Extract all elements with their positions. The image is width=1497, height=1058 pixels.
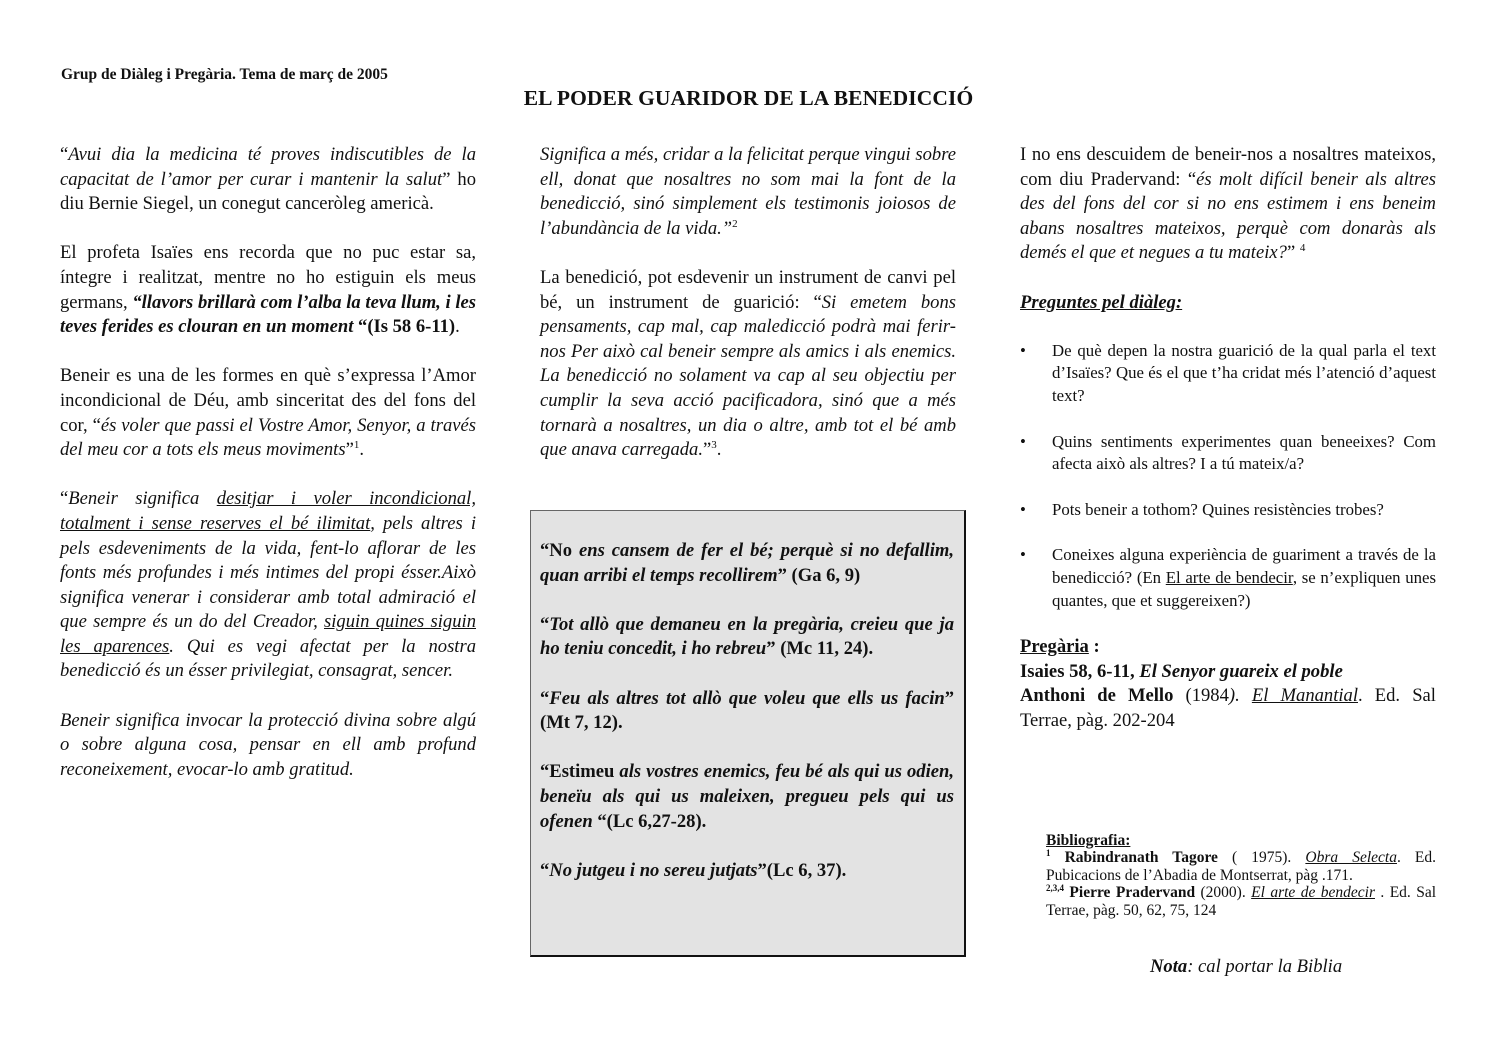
quote-reference: ” (Mc 11, 24). [766, 638, 874, 660]
right-column [1020, 143, 1436, 733]
note-text: : cal portar la Biblia [1187, 956, 1343, 977]
questions-list [1020, 340, 1436, 612]
paragraph-isaies [60, 241, 476, 339]
heading-colon: : [1088, 636, 1100, 658]
group-header: Grup de Diàleg i Pregària. Tema de març de 2005 [61, 66, 388, 83]
isaies-title: El Senyor guareix el poble [1139, 660, 1343, 682]
question-item [1020, 544, 1436, 612]
pradervand-text: I no ens descuidem de beneir-nos a nosaltres mateixos, com diu Pradervand: “ [1020, 144, 1436, 190]
quote-text: No jutgeu i no sereu jutjats [549, 859, 758, 881]
left-column [60, 143, 476, 807]
note-label: Nota [1150, 956, 1188, 977]
isaies-text: El profeta Isaïes ens recorda que no puc estar sa, íntegre i realitzat, mentre no ho estiguin els meus germans, [60, 242, 476, 313]
quote-text: als vostres enemics, feu bé als qui us odien, beneïu als qui us maleixen, pregueu pels qui us ofenen [540, 761, 954, 832]
underlined-phrase-1: desitjar i voler incondicional, totalment i sense reserves el bé ilimitat [60, 488, 476, 534]
question-text: , se n’expliquen unes quantes, que et suggereixen?) [1052, 567, 1436, 610]
paragraph-beneir-significa [60, 487, 476, 684]
footnote-ref-3: 3 [711, 439, 717, 452]
pregaria-heading: Pregària [1020, 636, 1089, 658]
isaies-quote: “llavors brillarà com l’alba la teva llum, i les teves ferides es clouran en un moment [60, 291, 476, 338]
bibliography [1046, 832, 1436, 919]
question-item [1020, 340, 1436, 408]
bible-quote [540, 539, 954, 588]
pregaria-section [1020, 635, 1436, 733]
entry-publisher: . Ed. Pubicacions de l’Abadia de Montserrat, pàg .171. [1046, 849, 1437, 884]
mello-book-title: El Manantial [1251, 685, 1358, 707]
close-quote: ” [345, 439, 354, 461]
question-text: Pots beneir a tothom? Quines resistències trobes? [1052, 499, 1384, 519]
page-title: EL PODER GUARIDOR DE LA BENEDICCIÓ [523, 86, 974, 110]
mello-publisher: . Ed. Sal Terrae, pàg. 202-204 [1020, 685, 1436, 731]
quote-open: “ [540, 859, 550, 881]
entry-author: Rabindranath Tagore [1050, 849, 1218, 867]
entry-author: Pierre Pradervand [1064, 884, 1196, 902]
question-text: Coneixes alguna experiència de guariment a través de la benedicció? (En [1052, 545, 1436, 587]
open-quote: “ [60, 488, 69, 510]
entry-title: Obra Selecta [1305, 849, 1397, 867]
isaies-reference: “(Is 58 6-11) [353, 316, 456, 338]
felicitat-quote: Significa a més, cridar a la felicitat perque vingui sobre ell, donat que nosaltres no som mai la font de la benedicció, sinó simplement els testimonis joiosos de l’abundància de la vida.” [540, 144, 956, 239]
paragraph-pradervand [1020, 143, 1436, 266]
bibliography-entry [1046, 884, 1436, 919]
footnote-mark: 2,3,4 [1046, 883, 1064, 894]
period: . [455, 316, 460, 338]
paragraph-siegel-quote [60, 143, 476, 217]
beneir-quote: és voler que passi el Vostre Amor, Senyor, a través del meu cor a tots els meus moviments [60, 414, 476, 461]
siegel-quote: Avui dia la medicina té proves indiscutibles de la capacitat de l’amor per curar i mantenir la salut [60, 144, 476, 190]
bible-quote [540, 760, 954, 834]
invocar-text: Beneir significa invocar la protecció divina sobre algú o sobre alguna cosa, pensar en ell amb profund reconeixement, evocar-lo amb gratitud. [60, 709, 476, 780]
guaricio-text: La benedició, pot esdevenir un instrument de canvi pel bé, un instrument de guarició: “ [540, 266, 956, 313]
quote-open: “Estimeu [540, 761, 615, 783]
underlined-phrase-2: siguin quines siguin les aparences [60, 611, 476, 657]
quote-open: “ [540, 687, 550, 709]
question-item [1020, 499, 1436, 522]
guaricio-quote: Si emetem bons pensaments, cap mal, cap maledicció podrà mai ferir-nos Per això cal beneir sempre als amics i als enemics. La benedicció no solament va cap al seu objectiu per cumplir la seva acció pacificadora, sinó que a més tornarà a nosaltres, un dia o altre, amb tot el bé amb que anava carregada. [540, 291, 956, 461]
year-close: ). [1228, 685, 1252, 707]
quote-text: Tot allò que demaneu en la pregària, creieu que ja ho teniu concedit, i ho rebreu [540, 613, 954, 660]
entry-publisher: . Ed. Sal Terrae, pàg. 50, 62, 75, 124 [1046, 884, 1437, 919]
footnote-mark: 1 [1046, 848, 1051, 859]
mello-year: (1984 [1173, 685, 1229, 707]
quote-open: “ [540, 613, 550, 635]
footnote-ref-1: 1 [353, 439, 360, 452]
paragraph-invocar [60, 709, 476, 783]
paragraph-guaricio [540, 266, 956, 463]
question-item [1020, 431, 1436, 476]
quote-text: ens cansem de fer el bé; perquè si no defallim, quan arribi el temps recollirem [540, 540, 954, 586]
siegel-attribution: ” ho diu Bernie Siegel, un conegut canceròleg americà. [60, 168, 477, 215]
quote-open: “No [540, 540, 573, 561]
middle-column [540, 143, 956, 487]
beneir-lead: Beneir significa [68, 488, 217, 510]
questions-heading: Preguntes pel diàleg: [1020, 291, 1183, 313]
period: . [716, 439, 722, 461]
footnote-ref-4: 4 [1299, 242, 1306, 255]
question-text: De què depen la nostra guarició de la qual parla el text d’Isaïes? Que és el que t’ha cridat més l’atenció d’aquest text? [1052, 340, 1436, 405]
bullet-icon: • [1020, 431, 1026, 451]
bullet-icon: • [1020, 340, 1026, 360]
bible-quote [540, 687, 954, 736]
bullet-icon: • [1020, 545, 1026, 565]
entry-title: El arte de bendecir [1251, 884, 1375, 902]
book-title-underlined: El arte de bendecir [1165, 567, 1293, 587]
quote-reference: ” (Ga 6, 9) [777, 564, 861, 586]
entry-year: (2000). [1195, 884, 1252, 902]
beneir-middle: , pels altres i pels esdeveniments de la vida, fent-lo aflorar de les fonts més profundes i més intimes del propi ésser.Això significa venerar i considerar amb total admiració el que sempre és un do del Creador, [60, 512, 476, 633]
footnote-ref-2: 2 [732, 217, 738, 230]
open-quote: “ [60, 144, 69, 165]
bible-quotes-box [530, 510, 966, 957]
beneir-text: Beneir es una de les formes en què s’expressa l’Amor incondicional de Déu, amb sinceritat des del fons del cor, “ [60, 365, 476, 436]
quote-text: Feu als altres tot allò que voleu que ells us facin [549, 687, 945, 709]
bullet-icon: • [1020, 499, 1026, 519]
beneir-end: . Qui es vegi afectat per la nostra benedicció és un ésser privilegiat, consagrat, sencer. [60, 635, 476, 682]
quote-reference: ”(Lc 6, 37). [757, 859, 847, 881]
period: . [359, 439, 364, 461]
quote-reference: “(Lc 6,27-28). [592, 810, 707, 832]
pradervand-quote: és molt difícil beneir als altres des del fons del cor si no ens estimem i ens beneim abans nosaltres mateixos, perquè com donaràs als demés el que et negues a tu mateix? [1020, 168, 1437, 264]
close-quote: ” [703, 439, 712, 461]
question-text: Quins sentiments experimentes quan beneeixes? Com afecta això als altres? I a tú mateix/a? [1052, 431, 1436, 474]
bible-quote [540, 859, 954, 884]
bibliography-entry [1046, 849, 1436, 884]
close-quote: ” [1286, 242, 1300, 264]
paragraph-felicitat [540, 143, 956, 241]
isaies-citation: Isaies 58, 6-11, [1020, 660, 1140, 682]
entry-year: ( 1975). [1217, 849, 1306, 867]
paragraph-beneir-amor [60, 364, 476, 462]
mello-author: Anthoni de Mello [1020, 685, 1174, 707]
note [1150, 956, 1342, 978]
quote-reference: ” (Mt 7, 12). [540, 687, 954, 734]
bible-quote [540, 613, 954, 662]
bibliography-heading: Bibliografia: [1046, 832, 1131, 849]
